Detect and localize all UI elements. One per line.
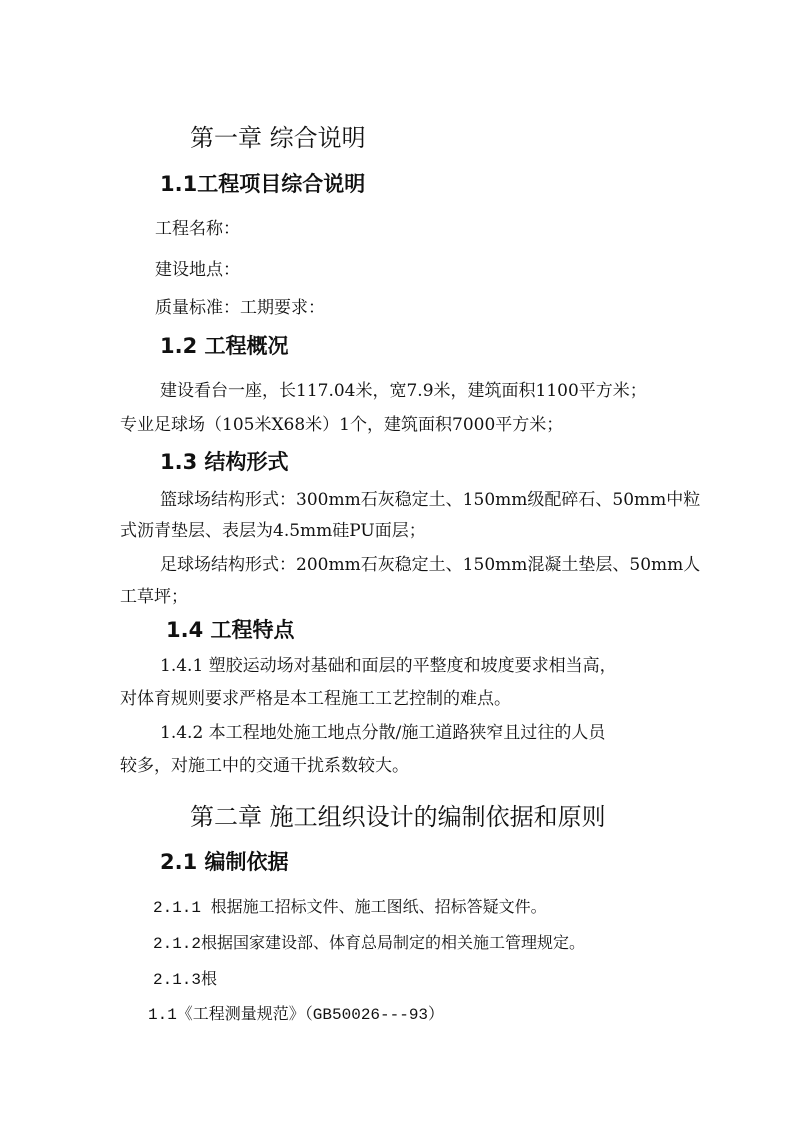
feature-line-3: 1.4.2 本工程地处施工地点分散/施工道路狭窄且过往的人员: [160, 723, 606, 743]
basis-line-4: 1.1《工程测量规范》（GB50026---93）: [148, 1006, 445, 1024]
quality-label: 质量标准：工期要求：: [155, 298, 325, 318]
overview-line-1: 建设看台一座，长117.04米，宽7.9米，建筑面积1100平方米；: [160, 381, 647, 401]
chapter-1-title: 第一章 综合说明: [190, 124, 366, 152]
basis-line-1: 2.1.1 根据施工招标文件、施工图纸、招标答疑文件。: [153, 899, 547, 917]
overview-line-2: 专业足球场（105米X68米）1个，建筑面积7000平方米；: [120, 415, 564, 435]
project-name-label: 工程名称：: [155, 219, 240, 239]
section-1-2-heading: 1.2 工程概况: [160, 334, 289, 358]
section-1-1-heading: 1.1工程项目综合说明: [160, 172, 366, 196]
structure-line-2: 式沥青垫层、表层为4.5mm硅PU面层；: [120, 521, 426, 541]
location-label: 建设地点：: [155, 260, 240, 280]
structure-line-4: 工草坪；: [120, 587, 188, 607]
feature-line-2: 对体育规则要求严格是本工程施工工艺控制的难点。: [120, 689, 511, 709]
basis-line-2: 2.1.2根据国家建设部、体育总局制定的相关施工管理规定。: [153, 935, 586, 953]
feature-line-4: 较多，对施工中的交通干扰系数较大。: [120, 756, 409, 776]
structure-line-3: 足球场结构形式：200mm石灰稳定土、150mm混凝土垫层、50mm人: [160, 555, 701, 575]
basis-line-3: 2.1.3根: [153, 971, 218, 989]
section-1-3-heading: 1.3 结构形式: [160, 450, 289, 474]
chapter-2-title: 第二章 施工组织设计的编制依据和原则: [190, 803, 606, 831]
section-2-1-heading: 2.1 编制依据: [160, 850, 289, 874]
section-1-4-heading: 1.4 工程特点: [166, 618, 295, 642]
feature-line-1: 1.4.1 塑胶运动场对基础和面层的平整度和坡度要求相当高，: [160, 656, 617, 676]
structure-line-1: 篮球场结构形式：300mm石灰稳定土、150mm级配碎石、50mm中粒: [160, 490, 701, 510]
